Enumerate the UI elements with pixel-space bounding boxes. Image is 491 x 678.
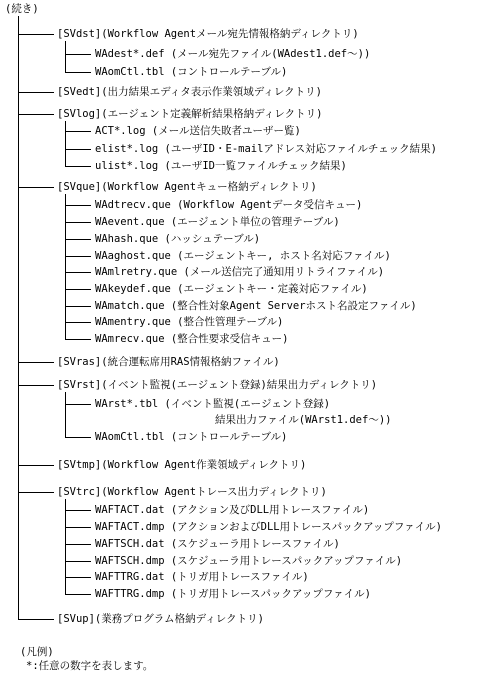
dir-svlog: [SVlog](エージェント定義解析結果格納ディレクトリ) xyxy=(57,108,323,120)
dir-svrst: [SVrst](イベント監視(エージェント登録)結果出力ディレクトリ) xyxy=(57,379,378,391)
tree-branch-line xyxy=(65,322,91,323)
tree-branch-line xyxy=(65,239,91,240)
tree-branch-line xyxy=(65,437,91,438)
subtree-line xyxy=(65,121,66,166)
tree-branch-line xyxy=(65,222,91,223)
tree-branch-line xyxy=(18,92,54,93)
tree-branch-line xyxy=(65,272,91,273)
file-wamrecv-que: WAmrecv.que (整合性要求受信キュー) xyxy=(95,333,289,345)
tree-branch-line xyxy=(18,492,54,493)
tree-branch-line xyxy=(65,404,91,405)
tree-branch-line xyxy=(65,306,91,307)
file-wakeydef-que: WAkeydef.que (エージェントキー・定義対応ファイル) xyxy=(95,283,368,295)
dir-svdst: [SVdst](Workflow Agentメール宛先情報格納ディレクトリ) xyxy=(57,28,359,40)
tree-branch-line xyxy=(65,339,91,340)
tree-branch-line xyxy=(65,166,91,167)
legend-note: *:任意の数字を表します。 xyxy=(26,660,154,672)
subtree-line xyxy=(65,41,66,72)
tree-branch-line xyxy=(65,510,91,511)
tree-branch-line xyxy=(18,465,54,466)
subtree-line xyxy=(65,392,66,437)
file-wamentry-que: WAmentry.que (整合性管理テーブル) xyxy=(95,316,284,328)
file-act-log: ACT*.log (メール送信失敗者ユーザー覧) xyxy=(95,125,301,137)
tree-branch-line xyxy=(65,577,91,578)
tree-branch-line xyxy=(65,561,91,562)
tree-branch-line xyxy=(65,527,91,528)
tree-branch-line xyxy=(18,619,54,620)
tree-branch-line xyxy=(65,544,91,545)
file-wafttrg-dmp: WAFTTRG.dmp (トリガ用トレースパックアップファイル) xyxy=(95,588,371,600)
file-warst-tbl: WArst*.tbl (イベント監視(エージェント登録) xyxy=(95,398,331,410)
tree-branch-line xyxy=(65,256,91,257)
dir-svedt: [SVedt](出力結果エディタ表示作業領域ディレクトリ) xyxy=(57,86,323,98)
file-warst-tbl-continuation: 結果出力ファイル(WArst1.def～)) xyxy=(215,414,392,426)
dir-svup: [SVup](業務プログラム格納ディレクトリ) xyxy=(57,613,264,625)
tree-branch-line xyxy=(65,594,91,595)
tree-branch-line xyxy=(65,205,91,206)
tree-branch-line xyxy=(18,187,54,188)
tree-branch-line xyxy=(65,72,91,73)
file-wamlretry-que: WAmlretry.que (メール送信完了通知用リトライファイル) xyxy=(95,266,385,278)
tree-branch-line xyxy=(18,385,54,386)
tree-branch-line xyxy=(65,149,91,150)
subtree-line xyxy=(65,499,66,594)
tree-branch-line xyxy=(18,34,54,35)
file-elist-log: elist*.log (ユーザID・E-mailアドレス対応ファイルチェック結果) xyxy=(95,143,437,155)
tree-branch-line xyxy=(65,131,91,132)
file-waaghost-que: WAaghost.que (エージェントキー, ホスト名対応ファイル) xyxy=(95,250,391,262)
file-waftact-dmp: WAFTACT.dmp (アクションおよびDLL用トレースパックアップファイル) xyxy=(95,521,442,533)
file-wamatch-que: WAmatch.que (整合性対象Agent Serverホスト名設定ファイル) xyxy=(95,300,417,312)
file-wahash-que: WAhash.que (ハッシュテーブル) xyxy=(95,233,261,245)
tree-trunk-line xyxy=(18,16,19,619)
file-waftact-dat: WAFTACT.dat (アクション及びDLL用トレースファイル) xyxy=(95,504,370,516)
file-waftsch-dmp: WAFTSCH.dmp (スケジューラ用トレースパックアップファイル) xyxy=(95,555,403,567)
file-waomctl-tbl-rst: WAomCtl.tbl (コントロールテーブル) xyxy=(95,431,288,443)
file-waomctl-tbl: WAomCtl.tbl (コントロールテーブル) xyxy=(95,66,288,78)
tree-branch-line xyxy=(18,362,54,363)
legend-title: (凡例) xyxy=(20,646,54,658)
file-wafttrg-dat: WAFTTRG.dat (トリガ用トレースファイル) xyxy=(95,571,309,583)
file-waftsch-dat: WAFTSCH.dat (スケジューラ用トレースファイル) xyxy=(95,538,340,550)
tree-branch-line xyxy=(18,114,54,115)
dir-svtmp: [SVtmp](Workflow Agent作業領域ディレクトリ) xyxy=(57,459,307,471)
dir-svtrc: [SVtrc](Workflow Agentトレース出力ディレクトリ) xyxy=(57,486,327,498)
dir-svque: [SVque](Workflow Agentキュー格納ディレクトリ) xyxy=(57,181,317,193)
subtree-line xyxy=(65,194,66,339)
tree-branch-line xyxy=(65,54,91,55)
file-wadest-def: WAdest*.def (メール宛先ファイル(WAdest1.def～)) xyxy=(95,48,371,60)
tree-branch-line xyxy=(65,289,91,290)
file-wadtrecv-que: WAdtrecv.que (Workflow Agentデータ受信キュー) xyxy=(95,199,363,211)
file-waevent-que: WAevent.que (エージェント単位の管理テーブル) xyxy=(95,216,340,228)
continued-label: (続き) xyxy=(5,3,39,15)
dir-svras: [SVras](統合運転席用RAS情報格納ファイル) xyxy=(57,356,280,368)
file-ulist-log: ulist*.log (ユーザID一覧ファイルチェック結果) xyxy=(95,160,347,172)
